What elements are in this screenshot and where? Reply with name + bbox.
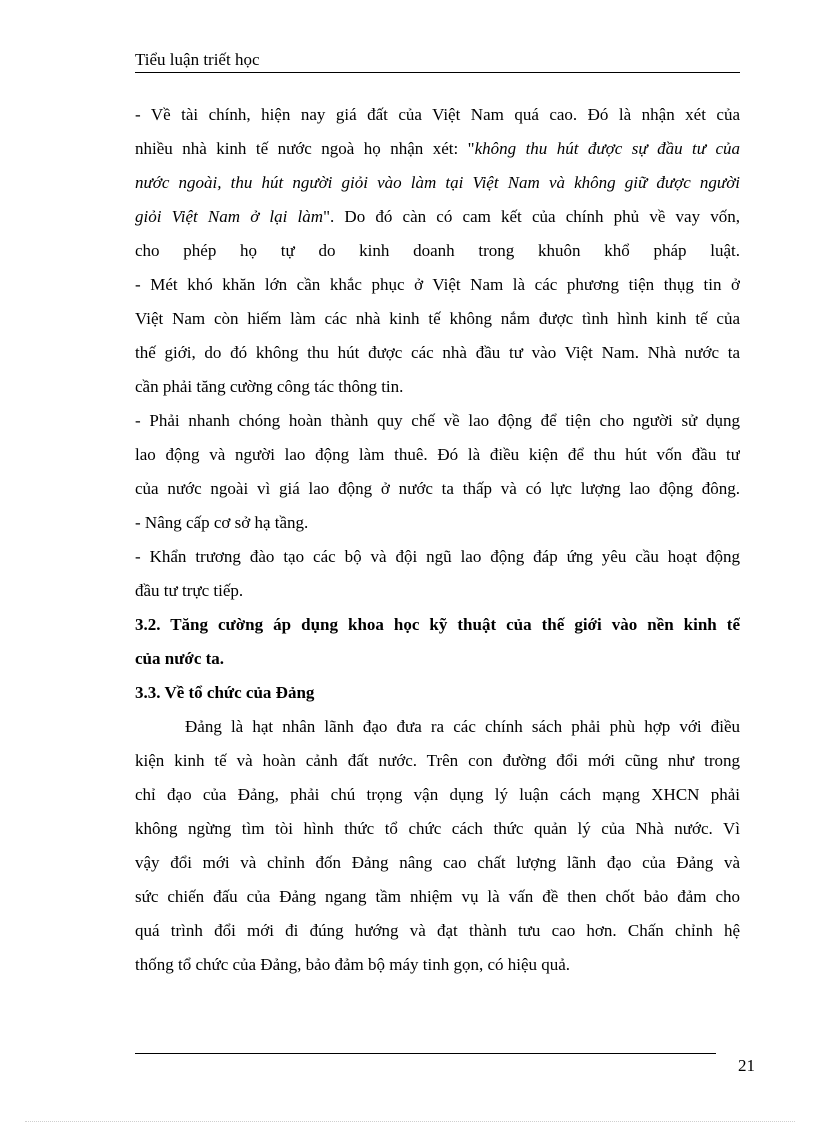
text-line: Đảng là hạt nhân lãnh đạo đưa ra các chính sách phải phù hợp với điều [185, 717, 740, 736]
text-line: quá trình đổi mới đi đúng hướng và đạt thành tưu cao hơn. Chấn chỉnh hệ [135, 921, 740, 940]
text-line: nước ngoài, thu hút người giỏi vào làm tại Việt Nam và không giữ được người [135, 173, 740, 192]
text-line [135, 200, 740, 234]
text-line: của nước ta. [135, 649, 225, 668]
text-line: chỉ đạo của Đảng, phải chú trọng vận dụng lý luận cách mạng XHCN phải [135, 785, 740, 804]
text-run: không thu hút được sự đầu tư của [474, 139, 740, 158]
footer-rule [135, 1053, 716, 1054]
text-line: Việt Nam còn hiếm làm các nhà kinh tế không nắm được tình hình kinh tế của [135, 309, 740, 328]
text-line: thống tổ chức của Đảng, bảo đảm bộ máy tinh gọn, có hiệu quả. [135, 955, 571, 974]
text-line: cho phép họ tự do kinh doanh trong khuôn khổ pháp luật. [135, 241, 740, 260]
text-line [135, 132, 740, 166]
text-run: nhiều nhà kinh tế nước ngoà họ nhận xét: " [135, 139, 475, 158]
text-line: 3.2. Tăng cường áp dụng khoa học kỹ thuật của thế giới vào nền kinh tế [135, 615, 740, 634]
page-edge-dotted-line [25, 1121, 795, 1122]
text-line: - Về tài chính, hiện nay giá đất của Việt Nam quá cao. Đó là nhận xét của [135, 105, 740, 124]
text-line: 3.3. Về tổ chức của Đảng [135, 683, 315, 702]
page-number: 21 [738, 1056, 755, 1075]
running-header [135, 50, 740, 73]
text-run: ". Do đó càn có cam kết của chính phủ về vay vốn, [323, 207, 740, 226]
text-line: - Phải nhanh chóng hoàn thành quy chế về lao động để tiện cho người sử dụng [135, 411, 740, 430]
text-line: sức chiến đấu của Đảng ngang tầm nhiệm vụ là vấn đề then chốt bảo đảm cho [135, 887, 740, 906]
text-line: của nước ngoài vì giá lao động ở nước ta thấp và có lực lượng lao động đông. [135, 479, 740, 498]
text-line: lao động và người lao động làm thuê. Đó là điều kiện để thu hút vốn đầu tư [135, 445, 740, 464]
text-line: đầu tư trực tiếp. [135, 581, 244, 600]
text-run: giỏi Việt Nam ở lại làm [135, 207, 324, 226]
text-line: không ngừng tìm tòi hình thức tổ chức cách thức quản lý của Nhà nước. Vì [135, 819, 740, 838]
text-line: - Khẩn trương đào tạo các bộ và đội ngũ lao động đáp ứng yêu cầu hoạt động [135, 547, 740, 566]
text-line: cần phải tăng cường công tác thông tin. [135, 377, 404, 396]
text-line: thế giới, do đó không thu hút được các nhà đầu tư vào Việt Nam. Nhà nước ta [135, 343, 740, 362]
text-line: - Mét khó khăn lớn cần khắc phục ở Việt Nam là các phương tiện thụg tin ở [135, 275, 740, 294]
text-line: - Nâng cấp cơ sở hạ tầng. [135, 513, 309, 532]
text-line: vậy đổi mới và chỉnh đốn Đảng nâng cao chất lượng lãnh đạo của Đảng và [135, 853, 740, 872]
header-title: Tiểu luận triết học [135, 50, 260, 69]
text-line: kiện kinh tế và hoàn cảnh đất nước. Trên con đường đổi mới cũng như trong [135, 751, 740, 770]
